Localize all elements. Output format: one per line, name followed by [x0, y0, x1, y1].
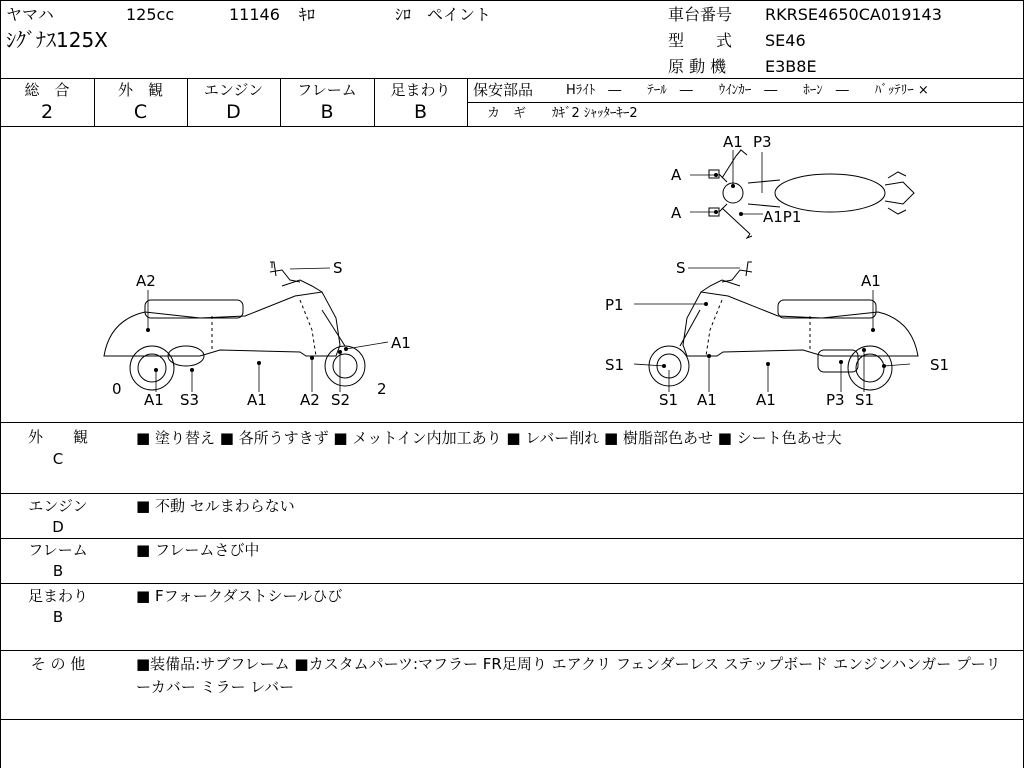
section-name: そ の 他 — [30, 655, 86, 673]
type-label: 型 式 — [668, 31, 733, 50]
damage-label: A1 — [144, 391, 164, 409]
damage-label: 2 — [377, 380, 387, 398]
mileage-unit: ｷﾛ — [299, 5, 316, 24]
damage-label: A1 — [697, 391, 717, 409]
section-grade: B — [52, 608, 64, 626]
grade-frame-value: B — [320, 101, 334, 123]
section-name: 外 観 — [27, 428, 88, 446]
damage-label: A1 — [861, 272, 881, 290]
damage-label: 0 — [112, 380, 122, 398]
safety-title: 保安部品 — [473, 81, 534, 99]
section-divider — [0, 583, 1024, 584]
grade-suspension-value: B — [413, 101, 428, 123]
displacement: 125cc — [126, 5, 175, 24]
damage-label: S1 — [659, 391, 679, 409]
engine-label: 原 動 機 — [668, 57, 727, 76]
damage-label: S1 — [855, 391, 875, 409]
top-view-scooter — [709, 150, 914, 238]
damage-label: A1 — [756, 391, 776, 409]
grade-engine-label: エンジン — [203, 81, 264, 99]
damage-label: A1 — [723, 133, 743, 151]
section-divider — [0, 719, 1024, 720]
chassis-label: 車台番号 — [668, 5, 733, 24]
grade-exterior-value: C — [133, 101, 148, 123]
damage-label: S — [676, 259, 686, 277]
grade-total-label: 総 合 — [24, 81, 70, 99]
section-text: ■ 塗り替え ■ 各所うすきず ■ メットイン内加工あり ■ レバー削れ ■ 樹脂部色あせ ■ シート色あせ大 — [136, 429, 842, 447]
engine-value: E3B8E — [765, 57, 817, 76]
grade-exterior-label: 外 観 — [117, 81, 163, 99]
damage-label: P1 — [605, 296, 624, 314]
color: ｼﾛ ペイント — [395, 5, 492, 24]
maker: ヤマハ — [6, 5, 54, 24]
section-text: ■ Fフォークダストシールひび — [136, 587, 343, 605]
section-name: 足まわり — [27, 587, 88, 605]
damage-label: S1 — [930, 356, 950, 374]
grade-frame-label: フレーム — [297, 81, 357, 99]
damage-label: P3 — [826, 391, 845, 409]
section-grade: C — [52, 450, 64, 468]
damage-label: A1P1 — [763, 208, 802, 226]
safety-line2: カ ギ ｶｷﾞ2 ｼｬｯﾀｰｷｰ2 — [487, 106, 638, 121]
type-value: SE46 — [765, 31, 806, 50]
damage-label: A — [671, 166, 682, 184]
damage-label: S — [333, 259, 343, 277]
section-grade: D — [52, 518, 64, 536]
damage-label: S1 — [605, 356, 625, 374]
section-text: ■ 不動 セルまわらない — [136, 497, 295, 515]
damage-label: A1 — [247, 391, 267, 409]
section-text: ■装備品:サブフレーム ■カスタムパーツ:マフラー FR足周り エアクリ フェンダーレス ステップボード エンジンハンガー プーリーカバー ミラー レバー — [136, 655, 1001, 696]
safety-line1: Hﾗｲﾄ ― ﾃｰﾙ ― ｳｲﾝｶｰ ― ﾎｰﾝ ― ﾊﾞｯﾃﾘｰ × — [566, 83, 929, 98]
grade-suspension-label: 足まわり — [390, 81, 451, 99]
section-text: ■ フレームさび中 — [136, 541, 260, 559]
model-name: ｼｸﾞﾅｽ125X — [6, 28, 108, 52]
damage-label: S2 — [331, 391, 351, 409]
mileage: 11146 — [229, 5, 280, 24]
damage-label: A2 — [300, 391, 320, 409]
damage-label: A2 — [136, 272, 156, 290]
damage-label: A — [671, 204, 682, 222]
section-grade: B — [52, 562, 64, 580]
section-divider — [0, 493, 1024, 494]
damage-label: S3 — [180, 391, 200, 409]
section-name: エンジン — [28, 497, 88, 515]
section-name: フレーム — [28, 541, 88, 559]
grade-total-value: 2 — [40, 101, 54, 123]
damage-label: P3 — [753, 133, 772, 151]
damage-label: A1 — [391, 334, 411, 352]
chassis-value: RKRSE4650CA019143 — [765, 5, 942, 24]
grade-engine-value: D — [226, 101, 241, 123]
section-divider — [0, 650, 1024, 651]
